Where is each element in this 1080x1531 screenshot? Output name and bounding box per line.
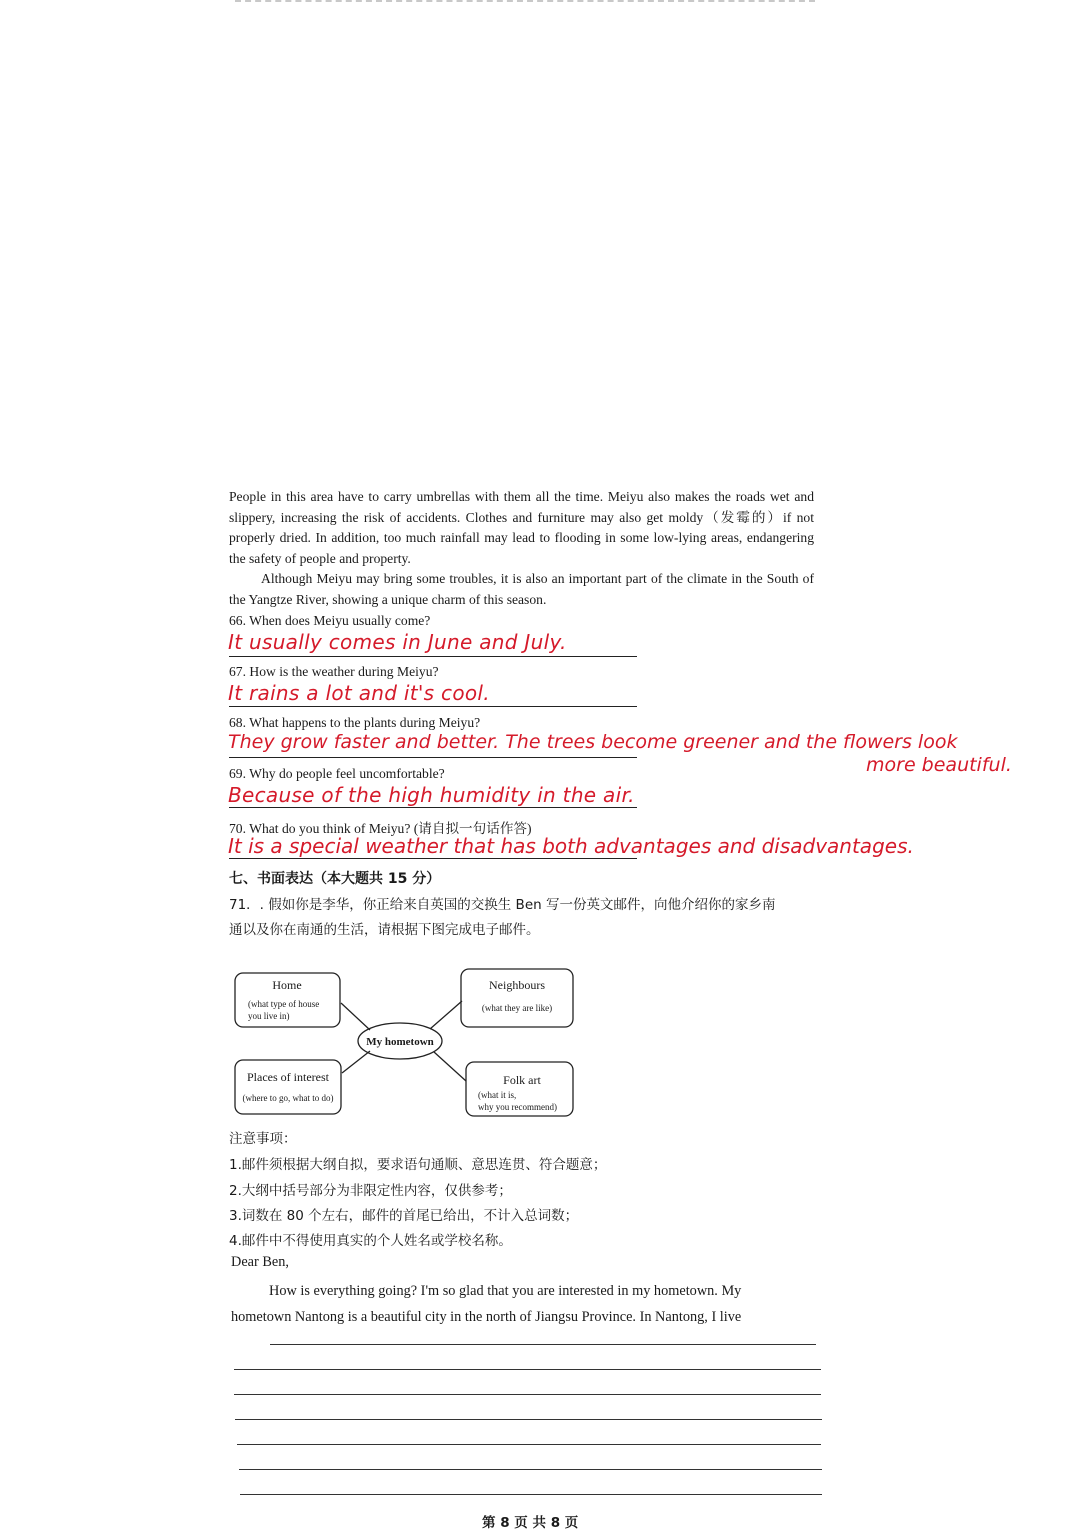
letter-opening bbox=[231, 1278, 821, 1330]
writing-line-4[interactable] bbox=[235, 1419, 822, 1420]
passage-paragraph-1: People in this area have to carry umbrellas with them all the time. Meiyu also makes the roads wet and slippery, increasing the risk of accidents. Clothes and furniture may also get moldy（发霉的）if not properly dried. In addition, too much rainfall may lead to flooding in some low-lying areas, endangering the safety of people and property. bbox=[229, 489, 814, 566]
places-sub: (where to go, what to do) bbox=[242, 1093, 334, 1103]
home-sub-1: (what type of house bbox=[248, 999, 320, 1009]
letter-opening-line-1: How is everything going? I'm so glad that you are interested in my hometown. My bbox=[269, 1283, 742, 1299]
writing-line-6[interactable] bbox=[239, 1469, 822, 1470]
letter-greeting: Dear Ben, bbox=[231, 1254, 289, 1270]
writing-prompt-line-1: 71．. 假如你是李华，你正给来自英国的交换生 Ben 写一份英文邮件，向他介绍你的家乡南 bbox=[229, 897, 776, 913]
scan-bleed-top bbox=[235, 0, 815, 5]
note-1: 1.邮件须根据大纲自拟，要求语句通顺、意思连贯、符合题意； bbox=[229, 1157, 607, 1173]
note-3: 3.词数在 80 个左右，邮件的首尾已给出，不计入总词数； bbox=[229, 1208, 579, 1224]
hometown-mind-map bbox=[230, 965, 580, 1120]
answer-line-66 bbox=[229, 656, 637, 657]
connector-places bbox=[342, 1051, 370, 1073]
answer-67[interactable]: It rains a lot and it's cool. bbox=[228, 681, 490, 705]
letter-opening-line-2: hometown Nantong is a beautiful city in the north of Jiangsu Province. In Nantong, I live bbox=[231, 1309, 742, 1325]
answer-line-68 bbox=[229, 757, 637, 758]
page-footer: 第 8 页 共 8 页 bbox=[482, 1515, 579, 1531]
home-title: Home bbox=[272, 978, 302, 992]
passage-paragraph-2: Although Meiyu may bring some troubles, it is also an important part of the climate in the South of the Yangtze River, showing a unique charm of this season. bbox=[229, 571, 814, 607]
neighbours-sub: (what they are like) bbox=[481, 1003, 553, 1013]
folk-title: Folk art bbox=[503, 1073, 541, 1087]
answer-68-line-2[interactable]: more beautiful. bbox=[866, 754, 1012, 776]
writing-prompt-line-2: 通以及你在南通的生活，请根据下图完成电子邮件。 bbox=[229, 922, 540, 938]
writing-section-title: 七、书面表达（本大题共 15 分） bbox=[229, 871, 441, 887]
note-4: 4.邮件中不得使用真实的个人姓名或学校名称。 bbox=[229, 1233, 512, 1249]
question-69: 69. Why do people feel uncomfortable? bbox=[229, 766, 445, 781]
places-title: Places of interest bbox=[247, 1070, 329, 1084]
connector-neighbours bbox=[430, 1001, 462, 1029]
answer-68[interactable]: They grow faster and better. The trees become greener and the flowers look bbox=[228, 731, 958, 753]
note-2: 2.大纲中括号部分为非限定性内容，仅供参考； bbox=[229, 1183, 512, 1199]
places-box bbox=[235, 1060, 341, 1114]
connector-folk bbox=[434, 1052, 466, 1081]
writing-line-1[interactable] bbox=[270, 1344, 816, 1345]
connector-home bbox=[341, 1003, 370, 1030]
center-label: My hometown bbox=[366, 1036, 434, 1048]
neighbours-title: Neighbours bbox=[489, 978, 545, 992]
question-67: 67. How is the weather during Meiyu? bbox=[229, 664, 439, 679]
notes-title: 注意事项： bbox=[229, 1131, 297, 1147]
answer-70[interactable]: It is a special weather that has both advantages and disadvantages. bbox=[228, 834, 914, 858]
writing-line-7[interactable] bbox=[240, 1494, 822, 1495]
question-70: 70. What do you think of Meiyu? (请自拟一句话作答) bbox=[229, 821, 532, 836]
answer-line-67 bbox=[229, 706, 637, 707]
folk-sub-1: (what it is, bbox=[478, 1090, 517, 1100]
writing-line-5[interactable] bbox=[237, 1444, 821, 1445]
question-66: 66. When does Meiyu usually come? bbox=[229, 613, 431, 628]
answer-69[interactable]: Because of the high humidity in the air. bbox=[228, 783, 635, 807]
answer-line-69 bbox=[229, 807, 637, 808]
folk-sub-2: why you recommend) bbox=[478, 1102, 557, 1112]
answer-line-70 bbox=[229, 858, 637, 859]
writing-line-2[interactable] bbox=[234, 1369, 821, 1370]
question-68: 68. What happens to the plants during Meiyu? bbox=[229, 715, 481, 730]
reading-passage bbox=[229, 487, 814, 610]
writing-line-3[interactable] bbox=[234, 1394, 821, 1395]
home-sub-2: you live in) bbox=[248, 1011, 290, 1021]
answer-66[interactable]: It usually comes in June and July. bbox=[228, 630, 567, 654]
